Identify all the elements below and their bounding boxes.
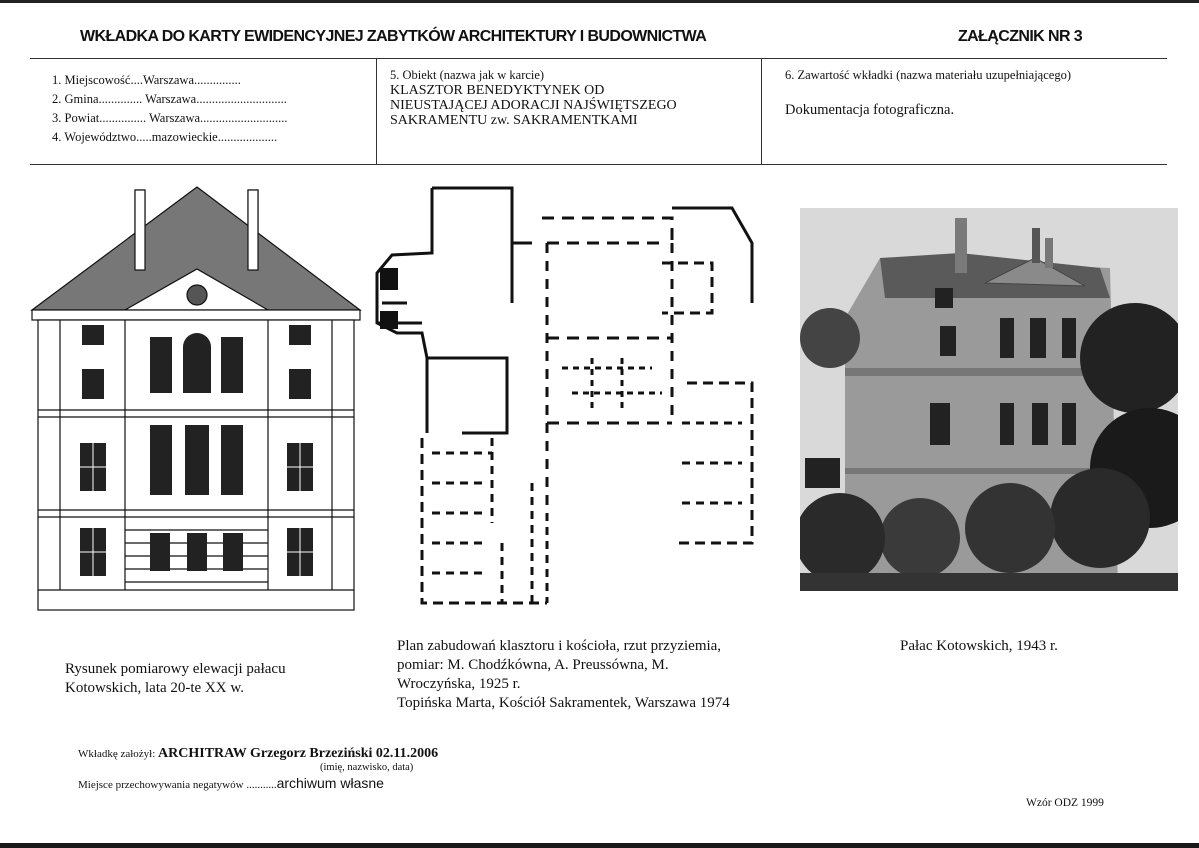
object-label: 5. Obiekt (nazwa jak w karcie): [390, 68, 545, 82]
contents-label: 6. Zawartość wkładki (nazwa materiału uzupełniającego): [785, 68, 1071, 82]
info-table-divider-2: [761, 58, 762, 164]
field-commune: 2. Gmina.............. Warszawa.............................: [52, 92, 287, 106]
photograph-caption: Pałac Kotowskich, 1943 r.: [900, 638, 1058, 654]
field-voivodeship: 4. Województwo.....mazowieckie...................: [52, 130, 278, 144]
field-district: 3. Powiat............... Warszawa............................: [52, 111, 288, 125]
form-model: Wzór ODZ 1999: [1026, 797, 1104, 809]
founder-value: ARCHITRAW Grzegorz Brzeziński 02.11.2006: [158, 746, 439, 761]
object-field: [390, 67, 750, 128]
founder-row: [78, 746, 438, 762]
floor-plan-caption-main: Plan zabudowań klasztoru i kościoła, rzut przyziemia, pomiar: M. Chodźkówna, A. Preussówna, M. Wroczyńska, 1925 r.: [397, 638, 722, 692]
floor-plan-caption-source: Topińska Marta, Kościół Sakramentek, Warszawa 1974: [397, 695, 730, 711]
contents-field: [785, 68, 1165, 119]
elevation-drawing: [30, 185, 364, 615]
elevation-caption: Rysunek pomiarowy elewacji pałacu Kotowskich, lata 20-te XX w.: [65, 661, 286, 696]
founder-label: Wkładkę założył:: [78, 748, 156, 760]
negatives-row: [78, 775, 438, 791]
negatives-dots: ...........: [246, 779, 277, 791]
scan-edge-top: [0, 0, 1199, 3]
floor-plan-caption: [397, 637, 797, 713]
founder-hint: (imię, nazwisko, data): [320, 762, 414, 773]
field-locality: 1. Miejscowość....Warszawa...............: [52, 73, 241, 87]
annex-number: ZAŁĄCZNIK NR 3: [958, 28, 1083, 45]
document-title: WKŁADKA DO KARTY EWIDENCYJNEJ ZABYTKÓW ARCHITEKTURY I BUDOWNICTWA: [80, 28, 707, 45]
info-table-divider-1: [376, 58, 377, 164]
footer-fields: [78, 746, 438, 791]
location-fields: [52, 71, 288, 147]
scan-edge-bottom: [0, 843, 1199, 848]
info-table-bottom-rule: [30, 164, 1167, 165]
negatives-value: archiwum własne: [276, 775, 384, 791]
negatives-label: Miejsce przechowywania negatywów: [78, 779, 244, 791]
floor-plan-drawing: [372, 183, 772, 613]
header-rule: [30, 58, 1167, 59]
object-name: KLASZTOR BENEDYKTYNEK OD NIEUSTAJĄCEJ ADORACJI NAJŚWIĘTSZEGO SAKRAMENTU zw. SAKRAMENTKAMI: [390, 83, 677, 128]
palace-photograph: [800, 208, 1178, 591]
contents-value: Dokumentacja fotograficzna.: [785, 102, 955, 118]
